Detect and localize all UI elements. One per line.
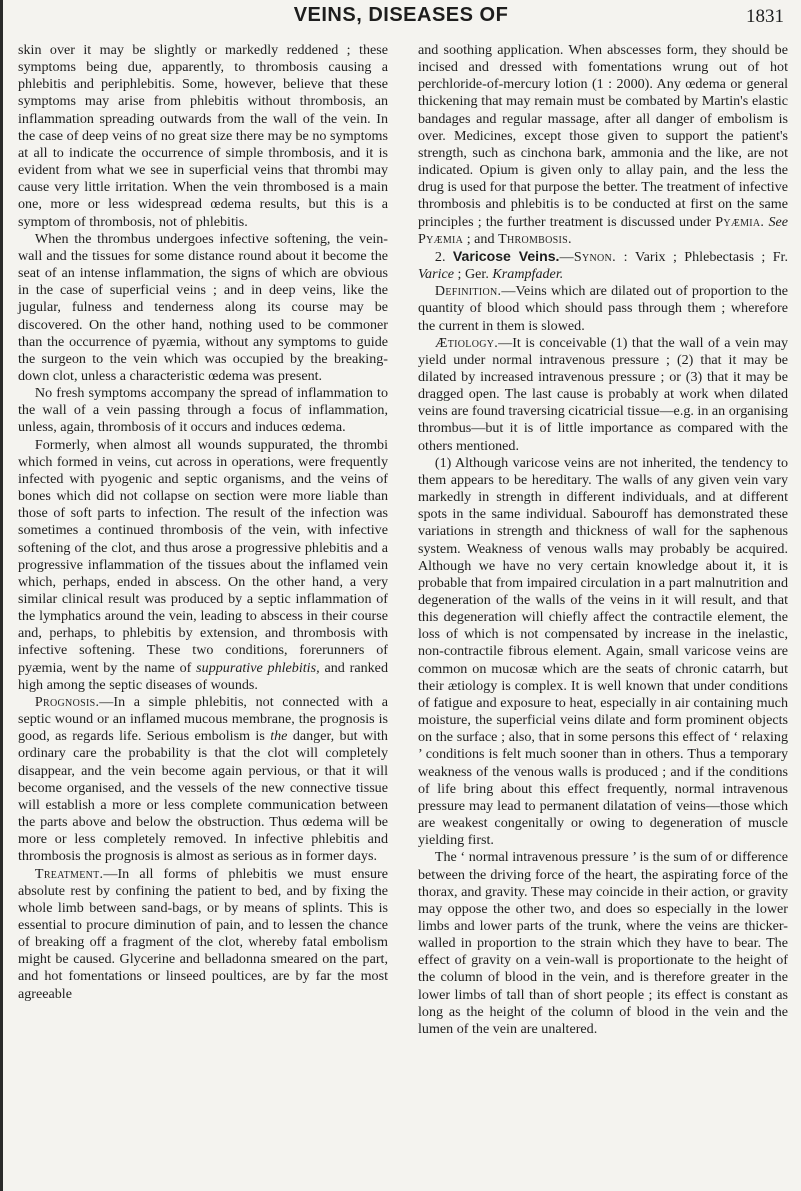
cross-reference: Pyæmia. [715,213,765,230]
paragraph: (1) Although varicose veins are not inherited, the tendency to them appears to be hereditary. The walls of any given vein vary markedly in strength in different individuals, and at different spots in the same individual. Sabouroff has demonstrated these variations in strength and thickness of wall for the saphenous system. Weakness of venous walls may probably be acquired. Although we have no very certain knowledge about it, it is probable that from impaired circulation in a part malnutrition and degeneration of the walls of the veins in it will result, and that this degeneration will chiefly affect the contractile element, the loss of which is not compensated by increase in the inelastic, non-contractile fibrous element. Again, small varicose veins are common on mucosæ which are the seats of chronic catarrh, but their ætiology is complex. It is well known that under conditions of fatigue and exposure to heat, especially in air containing much moisture, the superficial veins dilate and form prominent objects on the surface ; also, that in some persons this effect of ‘ relaxing ’ conditions is felt much sooner than in others. Thus a temporary weakness of the venous walls is produced ; and if the conditions of life bring about this effect frequently, normal intravenous pressure may lead to permanent dilatation of veins—those which are weakest congenitally or owing to degeneration of muscle yielding first. [418,454,788,849]
cross-reference: Pyæmia [418,230,464,247]
paragraph [418,42,788,248]
section-heading-prognosis: Prognosis. [34,693,100,710]
section-heading-aetiology: Ætiology. [434,334,499,351]
section-number: 2. [434,248,446,265]
paragraph [18,437,388,694]
paragraph: The ‘ normal intravenous pressure ’ is the sum of or difference between the driving force of the heart, the aspirating force of the thorax, and gravity. These may coincide in their action, or gravity may oppose the other two, and does so especially in the lower limbs and lower parts of the trunk, where the veins are thicker-walled in proportion to the strain which they have to bear. The effect of gravity on a vein-wall is proportionate to the height of the column of blood in the vein, and is therefore greater in the lower limbs of tall than of short people ; its effect is constant as long as the height of the column of blood in the vein and the lumen of the vein are unaltered. [418,849,788,1037]
text-run: danger, but with ordinary care the probability is that the clot will completely disappear, and the vein become again pervious, or that it will become organised, and the vessels of the new connective tissue will establish a more or less complete communication between the parts above and below the obstruction. Thus œdema will be more or less completely removed. In infective phlebitis and thrombosis the prognosis is almost as serious as in former days. [18,728,388,865]
text-run: —In all forms of phlebitis we must ensure absolute rest by confining the patient to bed, and by fixing the whole limb between sand-bags, or by means of splints. This is essential to procure diminution of pain, and to lessen the chance of breaking off a fragment of the clot, whereby fatal embolism might be caused. Glycerine and belladonna smeared on the part, and hot fomentations or linseed poultices, are by far the most agreeable [18,865,388,1002]
text-run: ; and [466,230,495,247]
text-run: —Veins which are dilated out of proportion to the quantity of blood which should pass through them ; wherefore the current in them is slowed. [418,283,788,334]
paragraph [418,283,788,334]
italic-term: the [270,728,288,745]
text-run: and soothing application. When abscesses form, they should be incised and dressed with fomentations wrung out of hot perchloride-of-mercury lotion (1 : 2000). Any œdema or general thickening that may remain must be combated by Martin's elastic bandages and regular massage, after all danger of embolism is over. Medicines, except those given to support the patient's strength, such as cinchona bark, ammonia and the like, are not indicated. Opium is given only to allay pain, and the less the drug is used for that purpose the better. The treatment of infective thrombosis and phlebitis is to be conducted at first on the same principles ; the further treatment is discussed under [418,42,788,230]
paragraph [418,248,788,283]
paragraph: skin over it may be slightly or markedly reddened ; these symptoms being due, apparently, to thrombosis causing a phlebitis and periphlebitis. Some, however, believe that these symptoms may arise from phlebitis without thrombosis, an inflammation spreading outwards from the wall of the vein. In the case of deep veins of no great size there may be no symptoms at all to indicate the occurrence of simple thrombosis, and it is evident from what we see in superficial veins that thrombi may cause very little irritation. When the vein thrombosed is a main one, more or less widespread œdema results, but this is a symptom of thrombosis, not of phlebitis. [18,42,388,230]
paragraph: When the thrombus undergoes infective softening, the vein-wall and the tissues for some distance round about it become the seat of an intense inflammation, the signs of which are obvious in the case of superficial veins ; and in deep veins, like the jugular, fulness and tenderness along its course may be discovered. On the other hand, nothing used to be commoner than the occurrence of pyæmia, without any symptoms to guide the surgeon to the vein which was occupied by the breaking-down clot, unless a characteristic œdema was present. [18,230,388,384]
french-term: Varice [418,266,455,283]
section-heading-varicose-veins: Varicose Veins. [452,247,560,264]
page-header [18,4,784,30]
paragraph [18,694,388,866]
text-run: —It is conceivable (1) that the wall of a vein may yield under normal intravenous pressure ; (2) that it may be dilated by increased intravenous pressure ; or (3) that it may be dragged open. The last cause is probably at work when dilated veins are found traversing cicatricial tissue—e.g. in an organising thrombus—but it is of little importance as compared with the others mentioned. [418,334,788,454]
page-number: 1831 [746,6,784,27]
text-run: ; Ger. [457,266,489,283]
see-label: See [768,213,788,230]
paragraph: No fresh symptoms accompany the spread of inflammation to the wall of a vein passing through a focus of inflammation, unless, again, thrombosis of it occurs and induces œdema. [18,385,388,436]
synonym-label: —Synon. : [559,248,628,265]
paragraph [18,866,388,1003]
text-run: —In a simple phlebitis, not connected with a septic wound or an inflamed mucous membrane, the prognosis is good, as regards life. Serious embolism is [18,693,388,745]
italic-term: suppurative phlebitis, [196,659,320,676]
text-run: Varix ; Phlebectasis ; Fr. [635,248,789,265]
section-heading-definition: Definition. [434,283,502,300]
text-run: Formerly, when almost all wounds suppurated, the thrombi which formed in veins, cut across in operations, were frequently infected with pyogenic and septic organisms, and the veins of bones which did not collapse on section were more liable than those of soft parts to infection. The result of the infection was sometimes a continued thrombosis of the vein, with infective softening of the clot, and thus arose a progressive phlebitis and a progressive inflammation of the tissues about the inflamed vein which, perhaps, ended in abscess. On the other hand, a very similar clinical result was produced by a septic inflammation of the lymphatics around the vein, leading to abscess in their course and, perhaps, to phlebitis by extension, and thrombosis with infective softening. These two conditions, forerunners of pyæmia, went by the name of [18,436,388,676]
running-head: VEINS, DISEASES OF [293,4,509,26]
section-heading-treatment: Treatment. [34,865,104,882]
cross-reference: Thrombosis. [498,230,572,247]
german-term: Krampfader. [492,266,564,283]
paragraph [418,335,788,455]
right-column [418,42,788,1038]
left-column [18,42,388,1003]
text-run: and ranked high among the septic diseases of wounds. [18,659,388,693]
page-edge-rule [0,0,3,1191]
